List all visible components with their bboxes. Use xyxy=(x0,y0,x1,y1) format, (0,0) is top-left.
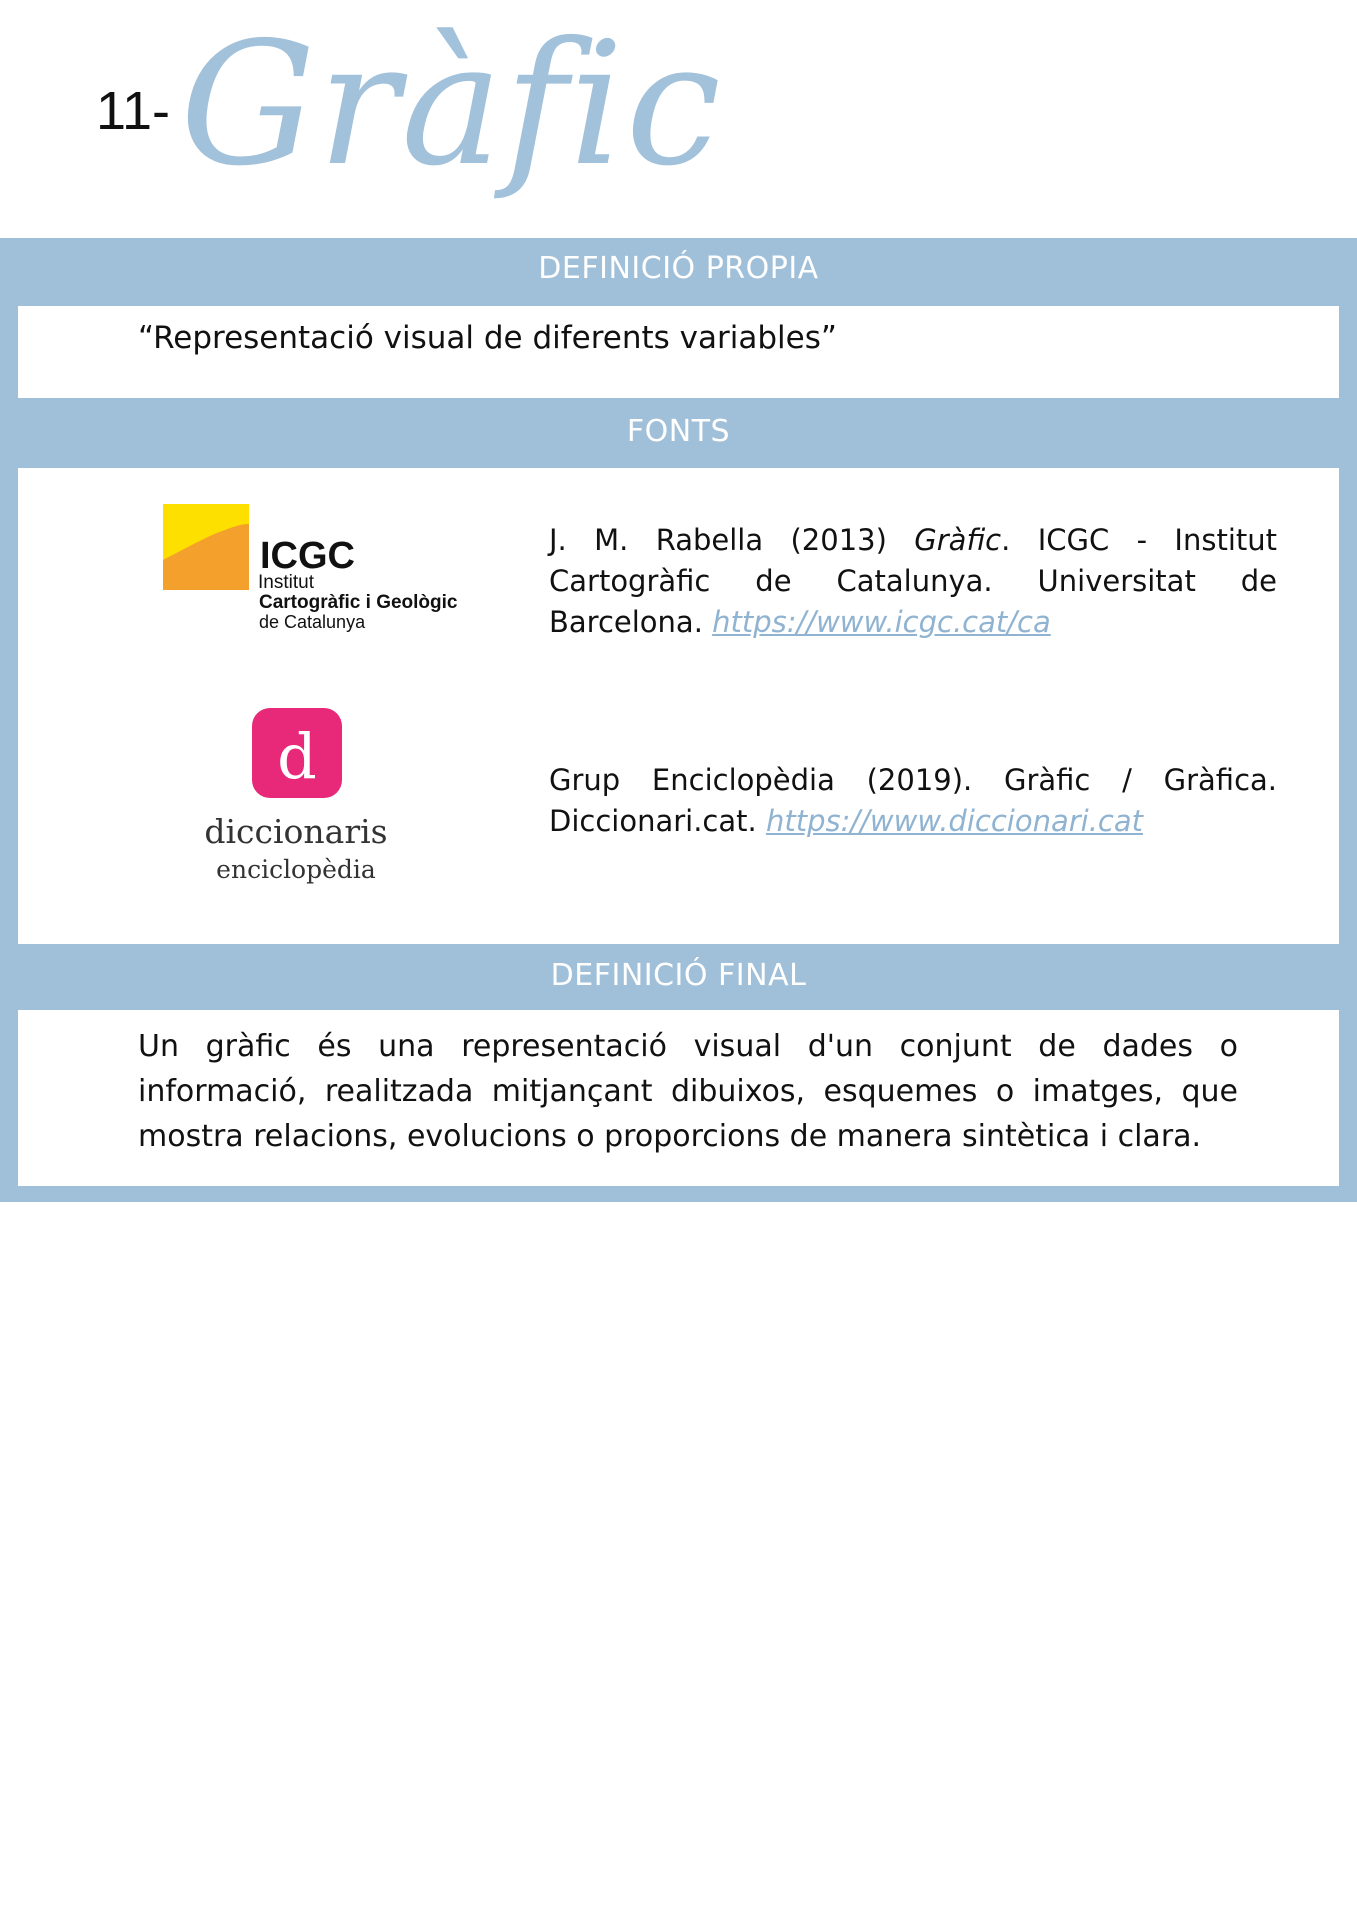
reference-icgc-title: Gràfic xyxy=(914,523,1002,557)
diccionari-link[interactable]: https://www.diccionari.cat xyxy=(765,804,1144,838)
section-label-fonts: FONTS xyxy=(626,414,731,449)
reference-diccionari xyxy=(549,760,1277,842)
reference-diccionari-pre: Grup Enciclopèdia (2019). Gràfic / Gràfica. Diccionari.cat. xyxy=(549,763,1277,838)
icgc-logo-line2: Cartogràfic i Geològic xyxy=(259,592,458,613)
title-number: 11- xyxy=(96,81,171,141)
reference-icgc-pre: J. M. Rabella (2013) xyxy=(549,523,915,557)
reference-icgc xyxy=(549,520,1277,643)
title-word: Gràfic xyxy=(180,6,723,204)
icgc-logo-abbr: ICGC xyxy=(260,535,355,577)
diccionaris-logo xyxy=(200,706,400,896)
section-label-final: DEFINICIÓ FINAL xyxy=(550,958,807,993)
dicc-logo-sub: enciclopèdia xyxy=(216,855,376,884)
icgc-logo xyxy=(160,502,500,642)
definition-final-text: Un gràfic és una representació visual d'un conjunt de dades o informació, realitzada mitjançant dibuixos, esquemes o imatges, que mostra relacions, evolucions o proporcions de manera sintètica i clara. xyxy=(138,1029,1238,1154)
section-label-propia: DEFINICIÓ PROPIA xyxy=(538,251,819,286)
icgc-link[interactable]: https://www.icgc.cat/ca xyxy=(712,605,1051,639)
definition-propia-text: “Representació visual de diferents variables” xyxy=(138,320,837,356)
dicc-logo-name: diccionaris xyxy=(204,812,388,851)
reference-icgc-post: . ICGC - Institut Cartogràfic de Catalunya. Universitat de Barcelona. xyxy=(549,523,1277,639)
dicc-logo-letter: d xyxy=(277,720,317,793)
icgc-logo-line1: Institut xyxy=(258,572,314,593)
icgc-logo-line3: de Catalunya xyxy=(259,612,366,632)
